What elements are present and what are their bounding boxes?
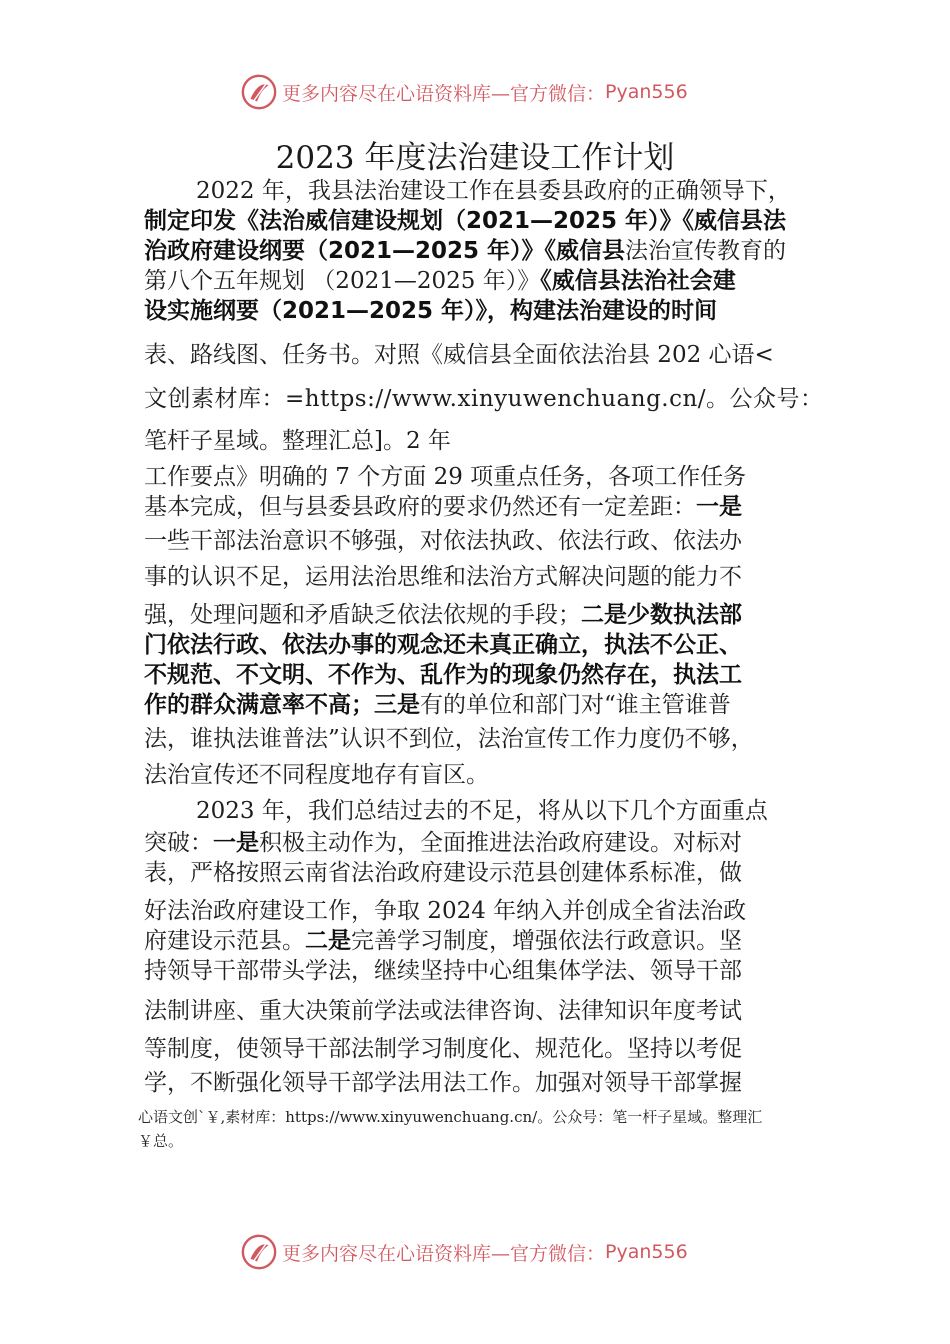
body-line: 等制度，使领导干部法制学习制度化、规范化。坚持以考促 (144, 1036, 742, 1062)
body-fragment: 治政府建设纲要（2021—2025 年）》《威信县 (144, 238, 626, 264)
body-fragment: 一是 (696, 494, 742, 520)
watermark-text: 更多内容尽在心语资料库—官方微信： (282, 1242, 606, 1265)
body-line: 一些干部法治意识不够强，对依法执政、依法行政、依法办 (144, 528, 742, 554)
watermark-wechat: Pyan556 (605, 1241, 688, 1263)
body-line: 法，谁执法谁普法”认识不到位，法治宣传工作力度仍不够， (144, 726, 754, 752)
body-fragment: 一是 (213, 830, 259, 856)
body-line (144, 828, 742, 858)
body-line: 表、路线图、任务书。对照《威信县全面依法治县 202 心语< (144, 342, 774, 368)
body-fragment: 积极主动作为，全面推进法治政府建设。对标对 (259, 830, 742, 856)
body-fragment: 突破： (144, 830, 213, 856)
body-line (144, 926, 742, 956)
body-line (144, 236, 786, 266)
body-line: 门依法行政、依法办事的观念还未真正确立，执法不公正、 (144, 632, 742, 658)
body-line: 文创素材库：=https://www.xinyuwenchuang.cn/。公众号： (144, 386, 824, 412)
body-line: 学，不断强化领导干部学法用法工作。加强对领导干部掌握 (144, 1070, 742, 1096)
body-fragment: 第八个五年规划 （2021—2025 年）》 (144, 268, 541, 294)
watermark-wechat: Pyan556 (605, 81, 688, 103)
body-fragment: 《威信县法治社会建 (540, 268, 736, 294)
body-line (144, 600, 742, 630)
document-title: 2023 年度法治建设工作计划 (275, 140, 675, 176)
body-line: 表，严格按照云南省法治政府建设示范县创建体系标准，做 (144, 860, 742, 886)
body-line (144, 690, 731, 720)
body-fragment: 完善学习制度，增强依法行政意识。坚 (351, 928, 742, 954)
body-line: 法制讲座、重大决策前学法或法律咨询、法律知识年度考试 (144, 998, 742, 1024)
footer-watermark (240, 1232, 688, 1272)
body-line: 笔杆子星域。整理汇总]。2 年 (144, 428, 451, 454)
body-line: 事的认识不足，运用法治思维和法治方式解决问题的能力不 (144, 564, 742, 590)
body-line: 好法治政府建设工作，争取 2024 年纳入并创成全省法治政 (144, 898, 747, 924)
body-fragment: 二是少数执法部 (581, 602, 742, 628)
body-fragment: 有的单位和部门对“谁主管谁普 (420, 692, 731, 718)
body-line (144, 266, 736, 296)
body-line: 2023 年，我们总结过去的不足，将从以下几个方面重点 (196, 798, 768, 824)
body-fragment: 府建设示范县。 (144, 928, 305, 954)
body-line: 工作要点》明确的 7 个方面 29 项重点任务，各项工作任务 (144, 464, 747, 490)
footer-note: ￥总。 (138, 1132, 184, 1150)
body-line: 制定印发《法治威信建设规划（2021—2025 年）》《威信县法 (144, 208, 787, 234)
body-line: 设实施纲要（2021—2025 年）》，构建法治建设的时间 (144, 298, 718, 324)
footer-note: 心语文创`￥,素材库：https://www.xinyuwenchuang.cn/。公众号：笔一杆子星域。整理汇 (138, 1108, 763, 1126)
body-fragment: 强，处理问题和矛盾缺乏依法依规的手段； (144, 602, 581, 628)
body-fragment: 作的群众满意率不高；三是 (144, 692, 420, 718)
logo-icon (240, 1233, 278, 1271)
body-line: 法治宣传还不同程度地存有盲区。 (144, 762, 489, 788)
body-fragment: 法治宣传教育的 (625, 238, 787, 264)
body-line: 2022 年，我县法治建设工作在县委县政府的正确领导下， (196, 178, 791, 204)
watermark-text: 更多内容尽在心语资料库—官方微信： (282, 82, 606, 105)
header-watermark (240, 72, 688, 112)
body-fragment: 基本完成，但与县委县政府的要求仍然还有一定差距： (144, 494, 696, 520)
body-fragment: 二是 (305, 928, 351, 954)
body-line: 持领导干部带头学法，继续坚持中心组集体学法、领导干部 (144, 958, 742, 984)
body-line (144, 492, 742, 522)
body-line: 不规范、不文明、不作为、乱作为的现象仍然存在，执法工 (144, 662, 742, 688)
logo-icon (240, 73, 278, 111)
